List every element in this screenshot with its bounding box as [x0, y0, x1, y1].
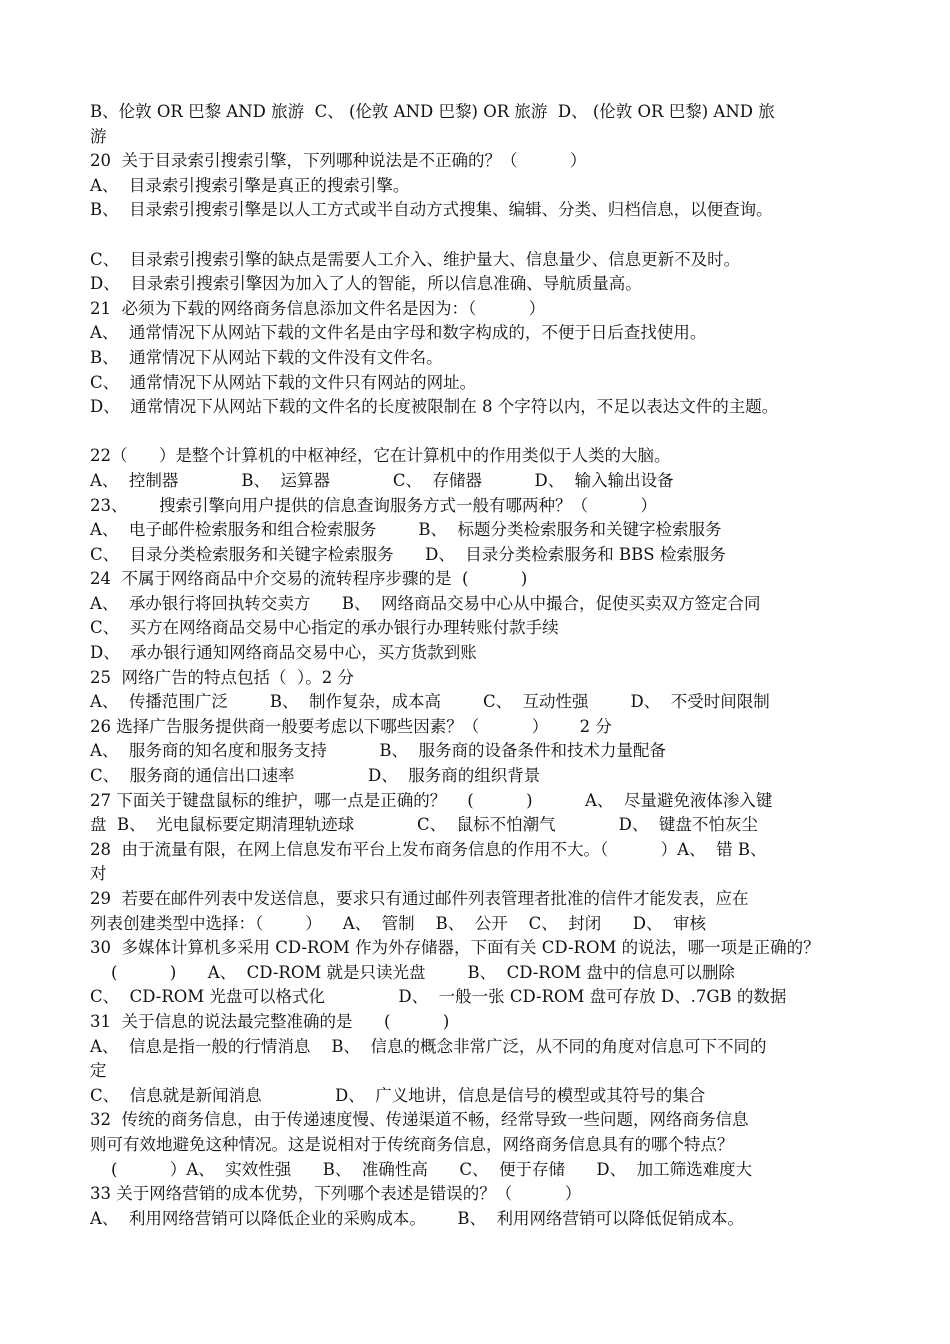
text-line: 游 [90, 126, 107, 146]
text-line: A、 通常情况下从网站下载的文件名是由字母和数字构成的，不便于日后查找使用。 [90, 323, 707, 343]
text-line: C、 CD-ROM 光盘可以格式化 D、 一般一张 CD-ROM 盘可存放 D、.7GB 的数据 [90, 987, 787, 1007]
text-line: 25 网络广告的特点包括（ ）。2 分 [90, 667, 354, 687]
text-line: A、 传播范围广泛 B、 制作复杂，成本高 C、 互动性强 D、 不受时间限制 [90, 692, 770, 712]
text-line: A、 信息是指一般的行情消息 B、 信息的概念非常广泛，从不同的角度对信息可下不同的 [90, 1036, 767, 1056]
text-line: D、 承办银行通知网络商品交易中心，买方货款到账 [90, 643, 477, 663]
text-line: A、 电子邮件检索服务和组合检索服务 B、 标题分类检索服务和关键字检索服务 [90, 520, 722, 540]
text-line: B、 通常情况下从网站下载的文件没有文件名。 [90, 347, 443, 367]
text-line: 21 必须为下载的网络商务信息添加文件名是因为：（ ） [90, 298, 546, 318]
text-line: C、 通常情况下从网站下载的文件只有网站的网址。 [90, 372, 477, 392]
text-line: B、伦敦 OR 巴黎 AND 旅游 C、 (伦敦 AND 巴黎) OR 旅游 D、 (伦敦 OR 巴黎) AND 旅 [90, 102, 775, 121]
text-line: 28 由于流量有限，在网上信息发布平台上发布商务信息的作用不大。（ ）A、 错 B、 [90, 839, 767, 859]
text-line: D、 目录索引搜索引擎因为加入了人的智能，所以信息准确、导航质量高。 [90, 274, 642, 294]
text-line: A、 目录索引搜索引擎是真正的搜索引擎。 [90, 175, 410, 195]
text-line: 定 [90, 1061, 107, 1081]
text-line: C、 目录分类检索服务和关键字检索服务 D、 目录分类检索服务和 BBS 检索服务 [90, 544, 726, 564]
text-line: ( ）A、 实效性强 B、 准确性高 C、 便于存储 D、 加工筛选难度大 [90, 1159, 753, 1179]
text-line: 30 多媒体计算机多采用 CD-ROM 作为外存储器，下面有关 CD-ROM 的说法，哪一项是正确的？ [90, 938, 820, 958]
text-line: 23、 搜索引擎向用户提供的信息查询服务方式一般有哪两种？（ ） [90, 495, 657, 515]
text-line: 29 若要在邮件列表中发送信息，要求只有通过邮件列表管理者批准的信件才能发表，应在 [90, 889, 749, 908]
text-line: 对 [90, 864, 107, 884]
text-line: 24 不属于网络商品中介交易的流转程序步骤的是 ( ) [90, 569, 528, 589]
text-line: C、 买方在网络商品交易中心指定的承办银行办理转账付款手续 [90, 618, 559, 638]
text-line: 盘 B、 光电鼠标要定期清理轨迹球 C、 鼠标不怕潮气 D、 键盘不怕灰尘 [90, 815, 758, 835]
blank-line [90, 420, 880, 445]
text-line: ( ) A、 CD-ROM 就是只读光盘 B、 CD-ROM 盘中的信息可以删除 [90, 962, 735, 982]
text-line: 26 选择广告服务提供商一般要考虑以下哪些因素？（ ） 2 分 [90, 716, 612, 736]
text-line: 则可有效地避免这种情况。这是说相对于传统商务信息，网络商务信息具有的哪个特点？ [90, 1134, 734, 1154]
text-line: 27 下面关于键盘鼠标的维护，哪一点是正确的？ ( ) A、 尽量避免液体渗入键 [90, 790, 773, 810]
blank-line [90, 223, 880, 248]
text-line: 22（ ）是整个计算机的中枢神经，它在计算机中的作用类似于人类的大脑。 [90, 446, 671, 466]
text-line: A、 服务商的知名度和服务支持 B、 服务商的设备条件和技术力量配备 [90, 741, 666, 761]
text-line: B、 目录索引搜索引擎是以人工方式或半自动方式搜集、编辑、分类、归档信息，以便查询。 [90, 200, 773, 220]
text-line: 列表创建类型中选择：（ ） A、 管制 B、 公开 C、 封闭 D、 审核 [90, 913, 706, 933]
text-line: C、 服务商的通信出口速率 D、 服务商的组织背景 [90, 766, 541, 786]
text-line: 31 关于信息的说法最完整准确的是 ( ) [90, 1011, 450, 1031]
text-line: 20 关于目录索引搜索引擎，下列哪种说法是不正确的？（ ） [90, 151, 587, 171]
text-line: 33 关于网络营销的成本优势，下列哪个表述是错误的？（ ） [90, 1184, 582, 1204]
text-line: A、 承办银行将回执转交卖方 B、 网络商品交易中心从中撮合，促使买卖双方签定合同 [90, 593, 761, 613]
text-line: C、 目录索引搜索引擎的缺点是需要人工介入、维护量大、信息量少、信息更新不及时。 [90, 249, 741, 269]
text-line: D、 通常情况下从网站下载的文件名的长度被限制在 8 个字符以内，不足以表达文件的主题。 [90, 397, 779, 417]
text-line: 32 传统的商务信息，由于传递速度慢、传递渠道不畅，经常导致一些问题，网络商务信息 [90, 1110, 749, 1130]
document-page [90, 100, 880, 1231]
text-line: A、 控制器 B、 运算器 C、 存储器 D、 输入输出设备 [90, 470, 674, 490]
text-line: A、 利用网络营销可以降低企业的采购成本。 B、 利用网络营销可以降低促销成本。 [90, 1208, 744, 1228]
text-line: C、 信息就是新闻消息 D、 广义地讲，信息是信号的模型或其符号的集合 [90, 1085, 706, 1105]
